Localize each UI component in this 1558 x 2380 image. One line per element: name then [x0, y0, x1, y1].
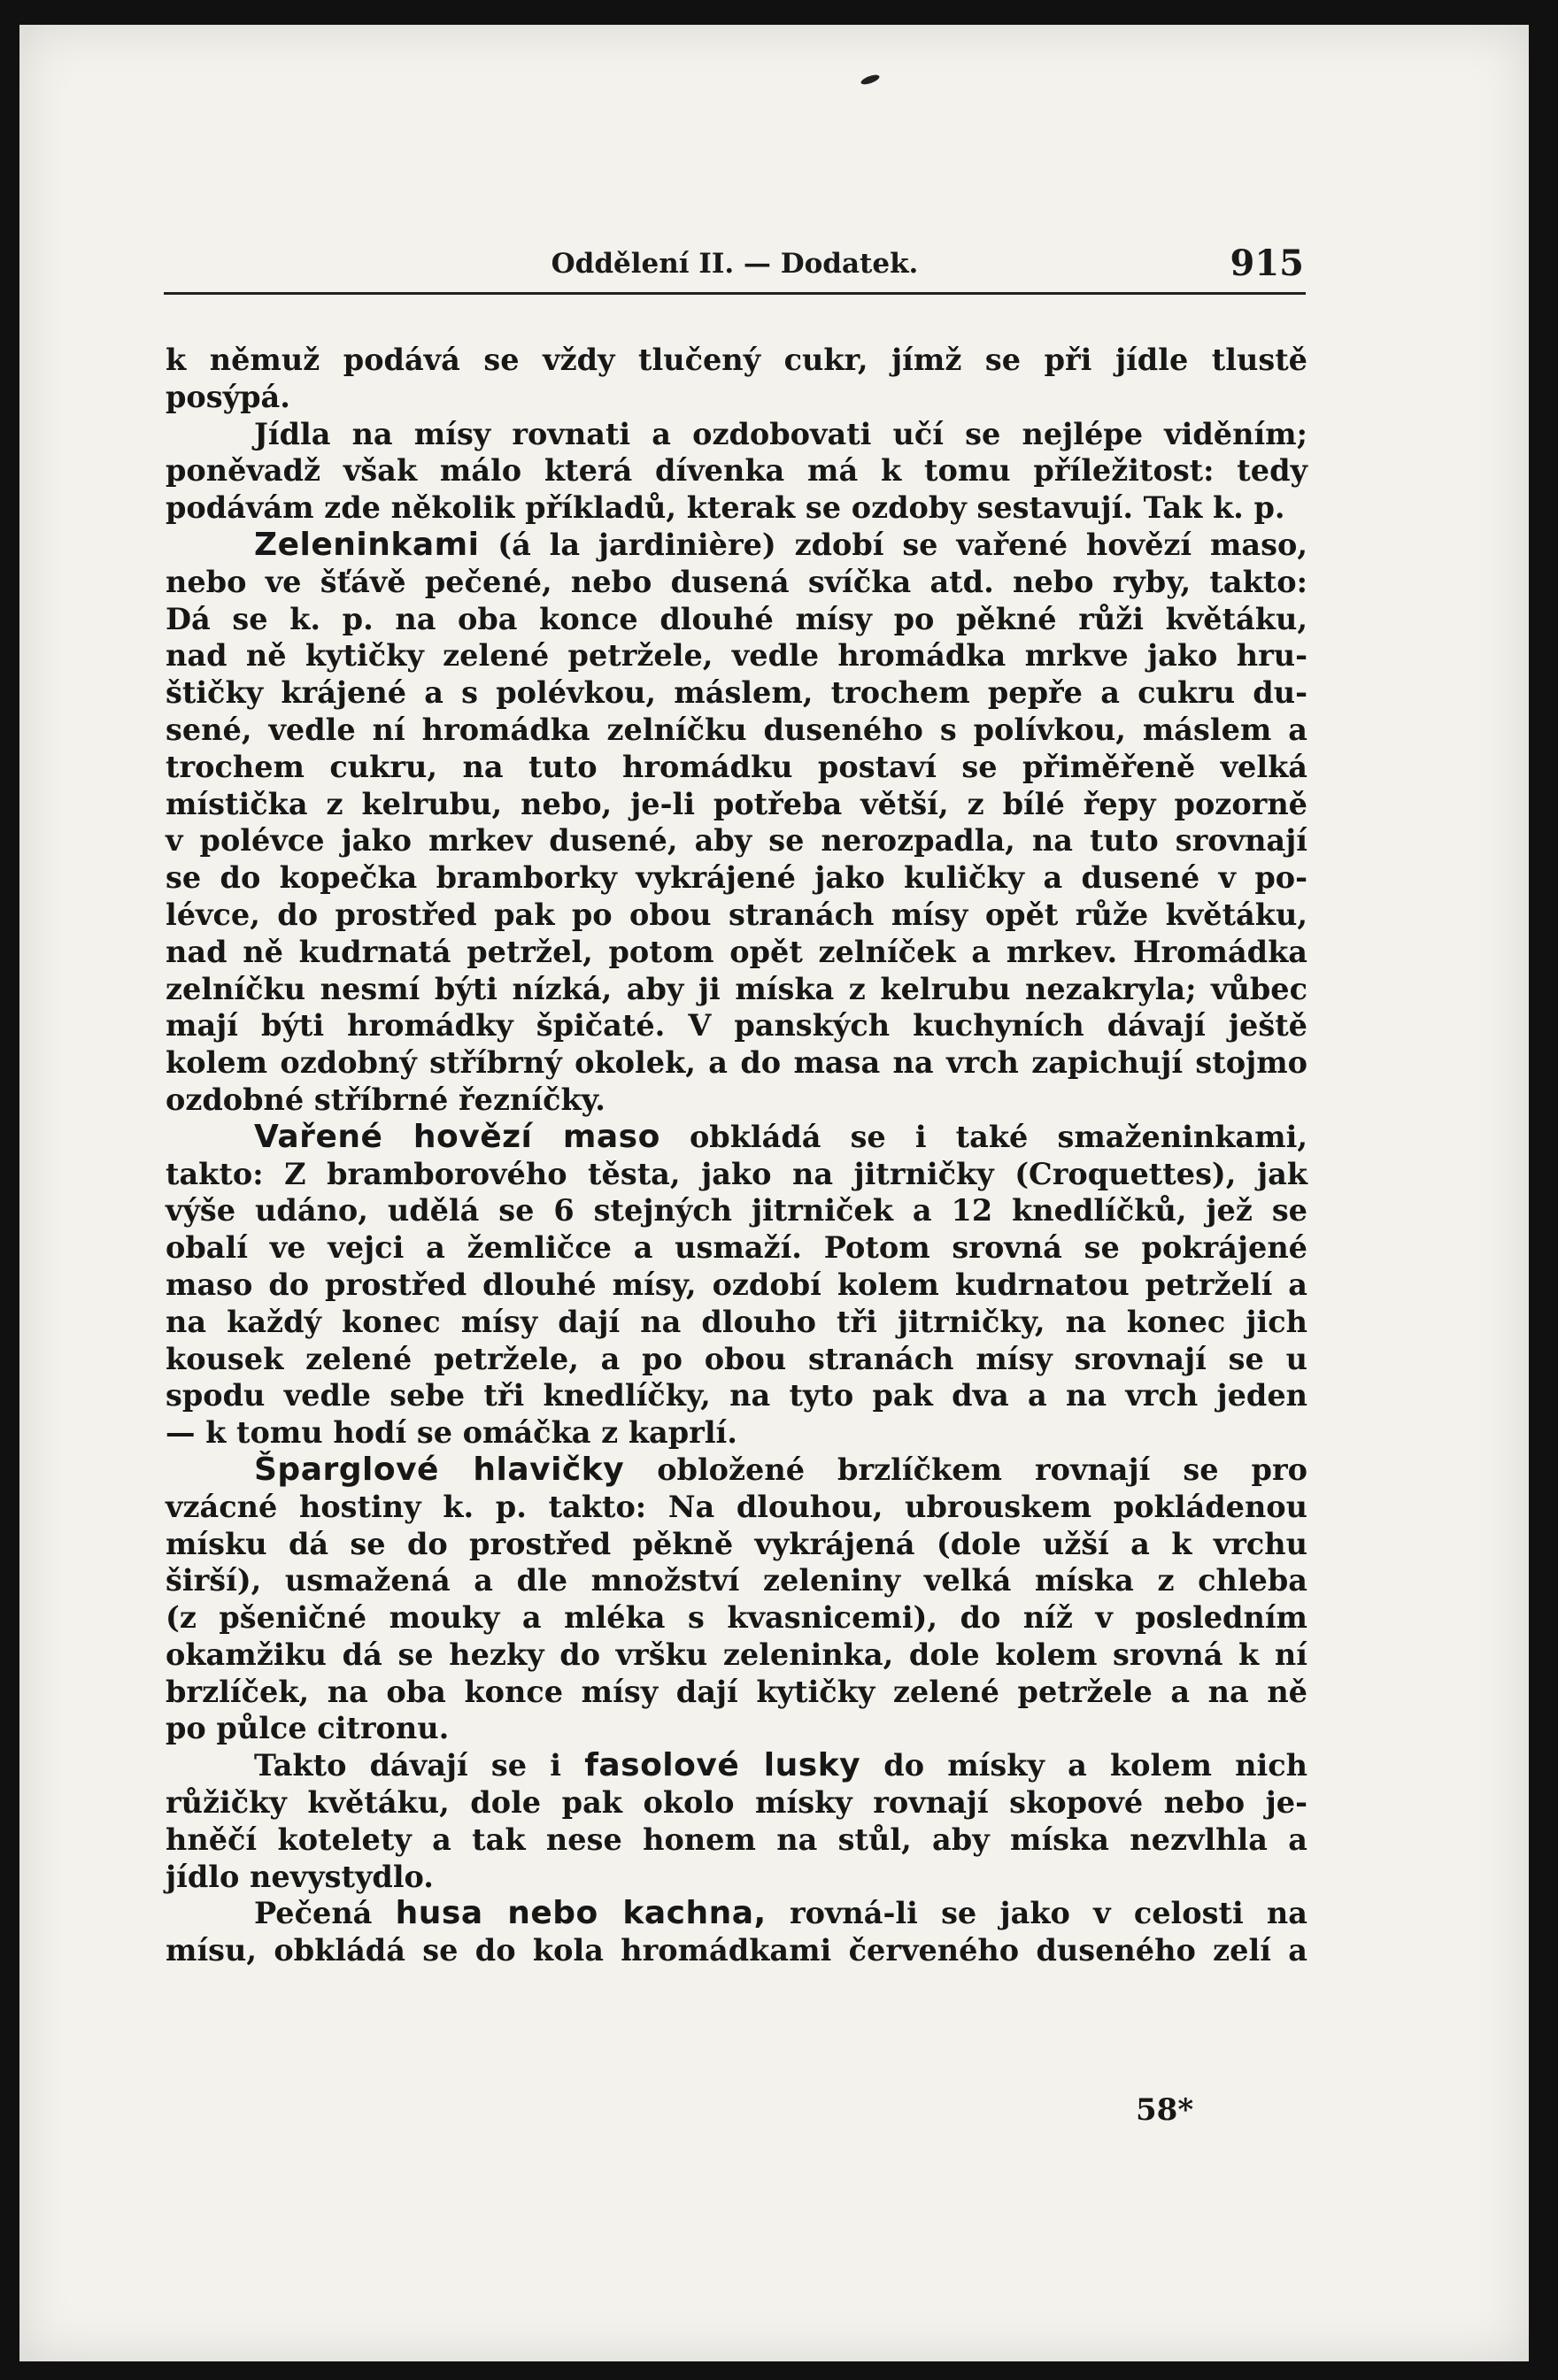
line-text: k němuž podává se vždy tlučený cukr, jímž se při jídle tlustě	[166, 343, 1307, 377]
body-text	[166, 342, 1307, 1969]
text-line	[166, 1341, 1307, 1378]
text-line	[166, 342, 1307, 379]
emphasized-term: Šparglové hlavičky	[254, 1451, 625, 1488]
section-title: Oddělení II. — Dodatek.	[551, 248, 919, 280]
line-text: Dá se k. p. na oba konce dlouhé mísy po pěkné růži květáku,	[166, 601, 1307, 636]
line-text: brzlíček, na oba konce mísy dají kytičky zelené petržele a na ně	[166, 1674, 1307, 1709]
line-text: kousek zelené petržele, a po obou stranách mísy srovnají se u	[166, 1341, 1307, 1376]
text-line	[166, 637, 1307, 674]
text-line	[166, 1044, 1307, 1082]
line-text: maso do prostřed dlouhé mísy, ozdobí kolem kudrnatou petrželí a	[166, 1267, 1307, 1302]
text-line	[166, 674, 1307, 712]
line-text: v polévce jako mrkev dusené, aby se nerozpadla, na tuto srovnají	[166, 823, 1307, 859]
text-line	[166, 1229, 1307, 1267]
line-text: Takto dávají se i	[254, 1748, 562, 1783]
text-line	[166, 1082, 1307, 1119]
line-text: výše udáno, udělá se 6 stejných jitrniček a 12 knedlíčků, jež se	[166, 1193, 1307, 1229]
line-text: místička z kelrubu, nebo, je-li potřeba větší, z bílé řepy pozorně	[166, 786, 1307, 821]
line-text: obložené brzlíčkem rovnají se pro	[657, 1452, 1307, 1487]
text-line	[166, 1822, 1307, 1859]
line-text: Jídla na mísy rovnati a ozdobovati učí se nejlépe viděním;	[254, 416, 1307, 451]
text-line	[166, 749, 1307, 786]
text-line	[166, 1489, 1307, 1526]
text-line	[166, 527, 1307, 564]
emphasized-term: Vařené hovězí maso	[254, 1118, 660, 1155]
text-line	[166, 1304, 1307, 1341]
text-line	[166, 1414, 1307, 1452]
line-text: posýpá.	[166, 379, 290, 414]
text-line	[166, 1710, 1307, 1747]
running-header	[164, 241, 1306, 295]
text-line	[166, 1747, 1307, 1784]
text-line	[166, 786, 1307, 823]
page-number: 915	[1230, 243, 1304, 284]
text-line	[166, 1895, 1307, 1932]
line-text: do mísky a kolem nich	[883, 1748, 1308, 1783]
line-text: růžičky květáku, dole pak okolo mísky rovnají skopové nebo je-	[166, 1785, 1307, 1821]
text-line	[166, 1599, 1307, 1637]
line-text: nad ně kytičky zelené petržele, vedle hromádka mrkve jako hru-	[166, 638, 1307, 674]
text-line	[166, 897, 1307, 934]
text-line	[166, 564, 1307, 601]
line-text: rovná-li se jako v celosti na	[789, 1896, 1307, 1931]
line-text: obalí ve vejci a žemličce a usmaží. Potom srovná se pokrájené	[166, 1230, 1307, 1266]
line-text: — k tomu hodí se omáčka z kaprlí.	[166, 1415, 737, 1451]
line-text: štičky krájené a s polévkou, máslem, trochem pepře a cukru du-	[166, 675, 1307, 711]
line-text: mají býti hromádky špičaté. V panských kuchyních dávají ještě	[166, 1008, 1307, 1044]
emphasized-term: Zeleninkami	[254, 526, 480, 563]
emphasized-term: husa nebo kachna,	[395, 1895, 767, 1932]
line-text: hněčí kotelety a tak nese honem na stůl, aby míska nezvlhla a	[166, 1822, 1307, 1857]
text-line	[166, 1562, 1307, 1599]
line-text: zelníčku nesmí býti nízká, aby ji míska z kelrubu nezakryla; vůbec	[166, 971, 1307, 1006]
line-text: trochem cukru, na tuto hromádku postaví se přiměřeně velká	[166, 749, 1307, 784]
line-text: nebo ve šťávě pečené, nebo dusená svíčka atd. nebo ryby, takto:	[166, 564, 1307, 599]
text-line	[166, 1452, 1307, 1489]
line-text: spodu vedle sebe tři knedlíčky, na tyto pak dva a na vrch jeden	[166, 1378, 1307, 1413]
text-line	[166, 971, 1307, 1008]
emphasized-term: fasolové lusky	[584, 1747, 861, 1784]
line-text: kolem ozdobný stříbrný okolek, a do masa na vrch zapichují stojmo	[166, 1045, 1307, 1081]
text-line	[166, 1526, 1307, 1563]
line-text: takto: Z bramborového těsta, jako na jitrničky (Croquettes), jak	[166, 1156, 1307, 1191]
text-line	[166, 934, 1307, 971]
text-line	[166, 1784, 1307, 1822]
text-line	[166, 1377, 1307, 1414]
text-line	[166, 1859, 1307, 1896]
text-line	[166, 452, 1307, 489]
line-text: na každý konec mísy dají na dlouho tři jitrničky, na konec jich	[166, 1304, 1307, 1339]
text-line	[166, 489, 1307, 527]
text-line	[166, 379, 1307, 416]
line-text: sené, vedle ní hromádka zelníčku duseného s polívkou, máslem a	[166, 712, 1307, 747]
text-line	[166, 1192, 1307, 1229]
line-text: mísku dá se do prostřed pěkně vykrájená (dole užší a k vrchu	[166, 1526, 1307, 1561]
text-line	[166, 712, 1307, 749]
line-text: po půlce citronu.	[166, 1711, 450, 1746]
line-text: mísu, obkládá se do kola hromádkami červeného duseného zelí a	[166, 1933, 1307, 1968]
text-line	[166, 416, 1307, 453]
line-text: (z pšeničné mouky a mléka s kvasnicemi), do níž v posledním	[166, 1600, 1307, 1636]
text-line	[166, 822, 1307, 859]
line-text: poněvadž však málo která dívenka má k tomu příležitost: tedy	[166, 453, 1307, 489]
text-line	[166, 1007, 1307, 1044]
line-text: jídlo nevystydlo.	[166, 1859, 434, 1894]
text-line	[166, 1156, 1307, 1193]
ink-smudge	[860, 73, 880, 86]
signature-mark: 58*	[1136, 2092, 1194, 2128]
line-text: podávám zde několik příkladů, kterak se ozdoby sestavují. Tak k. p.	[166, 490, 1285, 526]
text-line	[166, 1637, 1307, 1674]
line-text: širší), usmažená a dle množství zeleniny velká míska z chleba	[166, 1563, 1307, 1598]
line-text: lévce, do prostřed pak po obou stranách mísy opět růže květáku,	[166, 897, 1307, 932]
line-text: nad ně kudrnatá petržel, potom opět zelníček a mrkev. Hromádka	[166, 934, 1307, 969]
line-text: (á la jardinière) zdobí se vařené hovězí maso,	[497, 527, 1307, 562]
text-line	[166, 1932, 1307, 1969]
text-line	[166, 1267, 1307, 1304]
line-text: vzácné hostiny k. p. takto: Na dlouhou, ubrouskem pokládenou	[166, 1489, 1307, 1524]
text-line	[166, 859, 1307, 897]
text-line	[166, 601, 1307, 638]
line-text: okamžiku dá se hezky do vršku zeleninka, dole kolem srovná k ní	[166, 1637, 1307, 1672]
line-text: obkládá se i také smaženinkami,	[689, 1119, 1308, 1154]
line-text: ozdobné stříbrné řezníčky.	[166, 1082, 605, 1117]
line-text: se do kopečka bramborky vykrájené jako kuličky a dusené v po-	[166, 860, 1307, 896]
text-line	[166, 1119, 1307, 1156]
text-line	[166, 1674, 1307, 1711]
line-text: Pečená	[254, 1896, 373, 1931]
